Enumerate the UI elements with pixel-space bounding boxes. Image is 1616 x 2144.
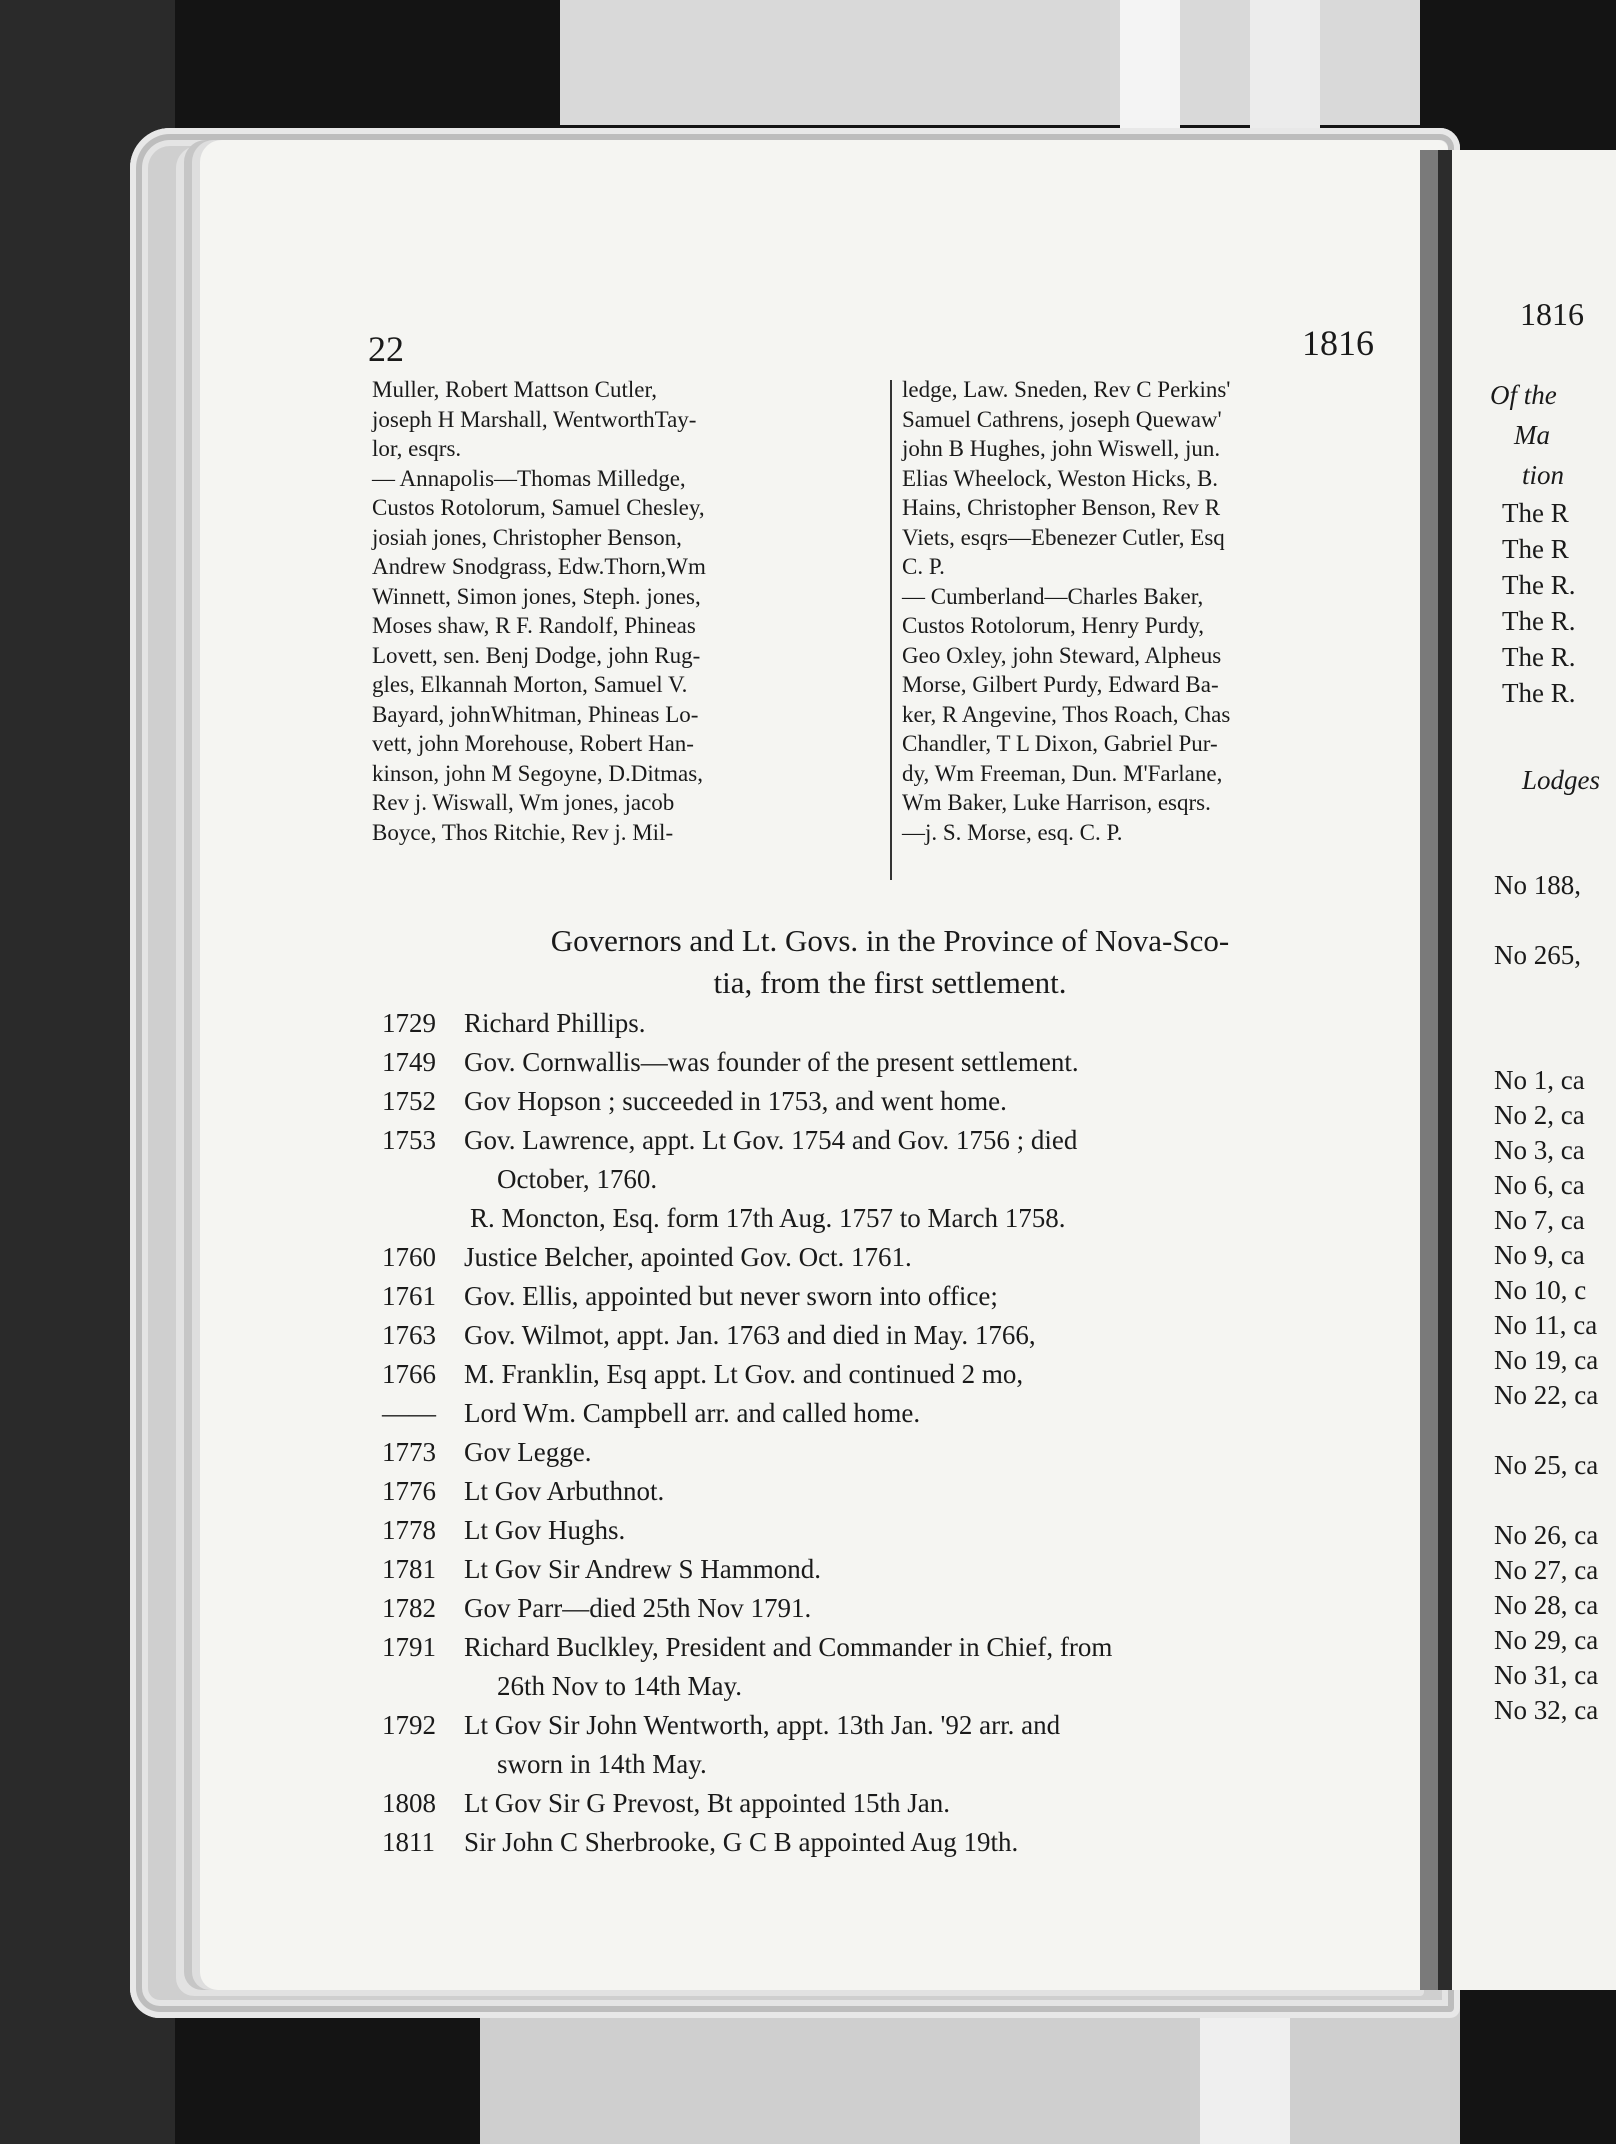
governor-year: 1763 [382, 1320, 436, 1350]
right-page-lodge-entry: No 10, c [1494, 1275, 1587, 1305]
governor-entry [382, 1706, 1412, 1745]
text-line: dy, Wm Freeman, Dun. M'Farlane, [902, 760, 1223, 786]
governor-year: 1782 [382, 1593, 436, 1623]
governor-text: Gov. Wilmot, appt. Jan. 1763 and died in May. 1766, [464, 1320, 1036, 1350]
governor-entry [382, 1394, 1412, 1433]
text-line: Morse, Gilbert Purdy, Edward Ba- [902, 672, 1219, 697]
text-line: joseph H Marshall, WentworthTay- [372, 406, 697, 432]
governor-entry [382, 1628, 1412, 1667]
right-page-lodge-entry: No 25, ca [1494, 1450, 1599, 1480]
governor-text: Lt Gov Hughs. [464, 1515, 626, 1545]
governor-text-continued: 26th Nov to 14th May. [497, 1671, 742, 1701]
governor-entry [382, 1238, 1412, 1277]
governor-year: 1791 [382, 1632, 436, 1662]
text-line: Geo Oxley, john Steward, Alpheus [902, 642, 1222, 668]
text-line: lor, esqrs. [372, 436, 462, 461]
governor-year: 1776 [382, 1476, 436, 1506]
governor-text: Lt Gov Sir John Wentworth, appt. 13th Jan. '92 arr. and [464, 1710, 1061, 1740]
governor-text: Lt Gov Sir Andrew S Hammond. [464, 1554, 821, 1584]
governor-text: Richard Phillips. [464, 1008, 646, 1038]
text-line: Hains, Christopher Benson, Rev R [902, 495, 1221, 520]
right-page-officer: The R. [1502, 570, 1576, 600]
text-line: josiah jones, Christopher Benson, [372, 524, 682, 550]
right-page-lodge-entry: No 9, ca [1494, 1240, 1585, 1270]
governor-entry [382, 1472, 1412, 1511]
right-page-lodge-entry: No 265, [1494, 940, 1581, 970]
right-page-officer: The R. [1502, 606, 1576, 636]
governor-text: Richard Buclkley, President and Commander in Chief, from [464, 1632, 1113, 1662]
text-line: Boyce, Thos Ritchie, Rev j. Mil- [372, 819, 674, 845]
governor-entry [382, 1121, 1412, 1160]
right-page [1452, 150, 1616, 1990]
governor-text: Lt Gov Sir G Prevost, Bt appointed 15th Jan. [464, 1788, 950, 1818]
text-line: ker, R Angevine, Thos Roach, Chas [902, 701, 1231, 727]
right-page-lodge-entry: No 2, ca [1494, 1100, 1585, 1130]
text-line: vett, john Morehouse, Robert Han- [372, 731, 694, 756]
right-page-lodge-entry: No 6, ca [1494, 1170, 1585, 1200]
governor-text: Lt Gov Arbuthnot. [464, 1476, 665, 1506]
right-page-lodge-entry: No 27, ca [1494, 1555, 1599, 1585]
text-line: kinson, john M Segoyne, D.Ditmas, [372, 760, 703, 786]
governor-entry [382, 1823, 1412, 1862]
right-page-lodge-entry: No 32, ca [1494, 1695, 1599, 1725]
text-line: Custos Rotolorum, Henry Purdy, [902, 613, 1204, 638]
text-line: Lovett, sen. Benj Dodge, john Rug- [372, 642, 701, 668]
governor-text: Gov. Ellis, appointed but never sworn into office; [464, 1281, 998, 1311]
right-page-year: 1816 [1520, 296, 1584, 332]
text-line: —j. S. Morse, esq. C. P. [902, 819, 1123, 845]
text-line: Viets, esqrs—Ebenezer Cutler, Esq [902, 524, 1225, 550]
text-line: Winnett, Simon jones, Steph. jones, [372, 583, 701, 609]
text-line: — Cumberland—Charles Baker, [902, 583, 1204, 609]
text-line: Elias Wheelock, Weston Hicks, B. [902, 465, 1219, 491]
governor-year: 1766 [382, 1359, 436, 1389]
governor-text: Gov Parr—died 25th Nov 1791. [464, 1593, 812, 1623]
text-line: Andrew Snodgrass, Edw.Thorn,Wm [372, 554, 706, 579]
text-line: — Annapolis—Thomas Milledge, [372, 465, 686, 491]
governor-year: 1753 [382, 1125, 436, 1155]
governor-text: M. Franklin, Esq appt. Lt Gov. and continued 2 mo, [464, 1359, 1024, 1389]
right-page-lodges-label: Lodges [1522, 765, 1601, 795]
governor-entry [382, 1277, 1412, 1316]
text-line: john B Hughes, john Wiswell, jun. [902, 436, 1221, 461]
right-page-intro: Of the [1490, 380, 1557, 410]
right-page-lodge-entry: No 7, ca [1494, 1205, 1585, 1235]
governor-year: 1781 [382, 1554, 436, 1584]
text-line: Samuel Cathrens, joseph Quewaw' [902, 406, 1222, 432]
governor-text: Gov Legge. [464, 1437, 592, 1467]
governor-entry [382, 1355, 1412, 1394]
governor-year: 1752 [382, 1086, 436, 1116]
governor-text: R. Moncton, Esq. form 17th Aug. 1757 to March 1758. [470, 1203, 1066, 1233]
section-title-line: tia, from the first settlement. [713, 965, 1067, 1000]
text-line: gles, Elkannah Morton, Samuel V. [372, 672, 688, 697]
right-page-intro: tion [1522, 460, 1565, 490]
text-line: Custos Rotolorum, Samuel Chesley, [372, 495, 705, 520]
governor-entry [382, 1082, 1412, 1121]
text-line: Chandler, T L Dixon, Gabriel Pur- [902, 731, 1218, 756]
governor-entry [382, 1316, 1412, 1355]
right-page-lodge-entry: No 1, ca [1494, 1065, 1585, 1095]
governor-text: Gov. Lawrence, appt. Lt Gov. 1754 and Gov. 1756 ; died [464, 1125, 1078, 1155]
text-line: Rev j. Wiswall, Wm jones, jacob [372, 790, 675, 815]
governor-year: 1729 [382, 1008, 436, 1038]
section-title-line: Governors and Lt. Govs. in the Province of Nova-Sco- [550, 923, 1230, 958]
right-page-officer: The R. [1502, 642, 1576, 672]
right-page-officer: The R [1502, 534, 1569, 564]
governor-entry [382, 1550, 1412, 1589]
text-line: ledge, Law. Sneden, Rev C Perkins' [902, 377, 1231, 402]
governor-text-continued: October, 1760. [497, 1164, 658, 1194]
governor-entry [382, 1004, 1412, 1043]
governor-year: 1773 [382, 1437, 436, 1467]
page-number: 22 [368, 329, 404, 369]
governor-year: 1760 [382, 1242, 436, 1272]
governor-year: 1811 [382, 1827, 435, 1857]
governor-text: Justice Belcher, apointed Gov. Oct. 1761. [464, 1242, 912, 1272]
right-page-intro: Ma [1514, 420, 1550, 450]
text-line: Muller, Robert Mattson Cutler, [372, 377, 657, 402]
column-divider [890, 380, 892, 880]
text-line: Bayard, johnWhitman, Phineas Lo- [372, 701, 699, 727]
right-page-officer: The R. [1502, 678, 1576, 708]
section-title [375, 920, 1405, 1004]
governor-entry [382, 1511, 1412, 1550]
governors-list [382, 1004, 1412, 1862]
governor-year: 1778 [382, 1515, 436, 1545]
governor-text: Gov Hopson ; succeeded in 1753, and went home. [464, 1086, 1007, 1116]
governor-entry [382, 1784, 1412, 1823]
governor-text: Gov. Cornwallis—was founder of the present settlement. [464, 1047, 1079, 1077]
right-page-lodge-entry: No 188, [1494, 870, 1581, 900]
governor-entry [382, 1589, 1412, 1628]
page-year: 1816 [1302, 323, 1374, 363]
governor-text: Sir John C Sherbrooke, G C B appointed Aug 19th. [464, 1827, 1019, 1857]
right-page-officer: The R [1502, 498, 1569, 528]
text-line: C. P. [902, 554, 945, 579]
book-gutter-shadow [1438, 150, 1452, 1990]
governor-entry [382, 1433, 1412, 1472]
right-page-lodge-entry: No 19, ca [1494, 1345, 1599, 1375]
text-column-left [372, 375, 706, 847]
backdrop-bottom [480, 2010, 1460, 2144]
governor-entry [382, 1199, 1412, 1238]
right-page-lodge-entry: No 26, ca [1494, 1520, 1599, 1550]
right-page-lodge-entry: No 29, ca [1494, 1625, 1599, 1655]
right-page-lodge-entry: No 28, ca [1494, 1590, 1599, 1620]
governor-text-continued: sworn in 14th May. [497, 1749, 707, 1779]
governor-year: 1792 [382, 1710, 436, 1740]
right-page-lodge-entry: No 3, ca [1494, 1135, 1585, 1165]
text-column-right [902, 375, 1230, 847]
text-line: Moses shaw, R F. Randolf, Phineas [372, 613, 696, 638]
governor-year: 1749 [382, 1047, 436, 1077]
right-page-lodge-entry: No 11, ca [1494, 1310, 1598, 1340]
right-page-lodge-entry: No 31, ca [1494, 1660, 1599, 1690]
text-line: Wm Baker, Luke Harrison, esqrs. [902, 790, 1211, 815]
governor-year: 1761 [382, 1281, 436, 1311]
right-page-lodge-entry: No 22, ca [1494, 1380, 1599, 1410]
governor-entry [382, 1043, 1412, 1082]
governor-year: 1808 [382, 1788, 436, 1818]
governor-year: —— [382, 1398, 436, 1428]
governor-text: Lord Wm. Campbell arr. and called home. [464, 1398, 921, 1428]
